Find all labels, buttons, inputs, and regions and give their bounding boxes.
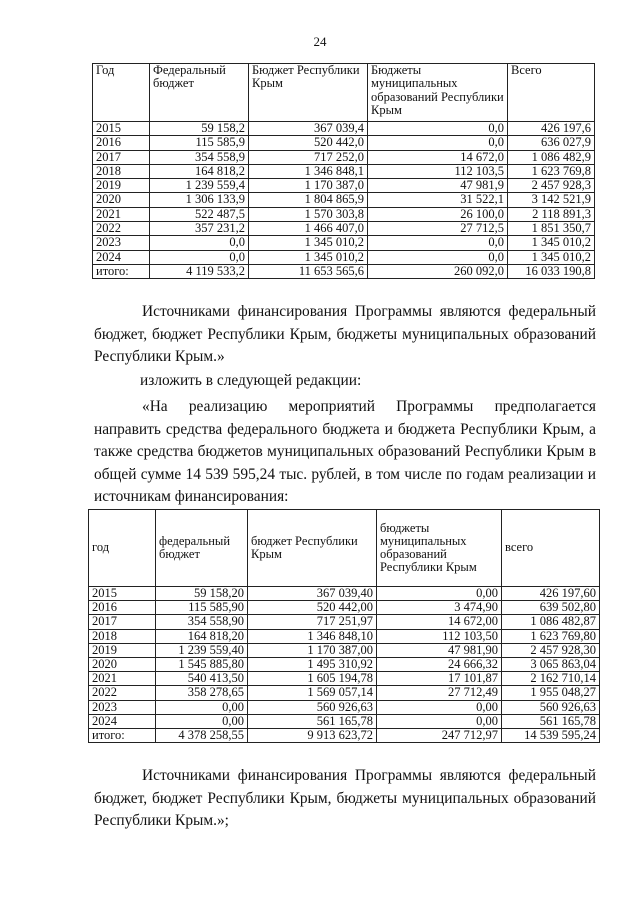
funding-table-new: [88, 509, 600, 743]
value-cell: 11 653 565,6: [249, 264, 368, 278]
value-cell: 0,00: [377, 714, 502, 728]
value-cell: 247 712,97: [377, 729, 502, 743]
value-cell: 31 522,1: [368, 193, 508, 207]
row-label-cell: 2023: [93, 236, 150, 250]
row-label-cell: 2023: [89, 700, 156, 714]
value-cell: 358 278,65: [156, 686, 248, 700]
value-cell: 1 623 769,80: [502, 629, 600, 643]
value-cell: 164 818,20: [156, 629, 248, 643]
value-cell: 560 926,63: [248, 700, 377, 714]
value-cell: 636 027,9: [508, 136, 595, 150]
value-cell: 14 539 595,24: [502, 729, 600, 743]
value-cell: 0,0: [368, 136, 508, 150]
value-cell: 1 345 010,2: [249, 250, 368, 264]
value-cell: 1 804 865,9: [249, 193, 368, 207]
table-row: [93, 236, 595, 250]
value-cell: 112 103,50: [377, 629, 502, 643]
value-cell: 0,0: [150, 236, 249, 250]
row-label-cell: 2022: [93, 222, 150, 236]
value-cell: 3 474,90: [377, 601, 502, 615]
table-row: [93, 179, 595, 193]
value-cell: 354 558,90: [156, 615, 248, 629]
table-row: [93, 250, 595, 264]
value-cell: 2 457 928,30: [502, 643, 600, 657]
col-header-federal: Федеральный бюджет: [150, 64, 249, 122]
value-cell: 0,0: [368, 250, 508, 264]
row-label-cell: 2019: [93, 179, 150, 193]
table-row: [93, 193, 595, 207]
table-row: [89, 658, 600, 672]
col-header-republic: Бюджет Республики Крым: [249, 64, 368, 122]
value-cell: 1 086 482,87: [502, 615, 600, 629]
row-label-cell: 2019: [89, 643, 156, 657]
table-row: [89, 587, 600, 601]
value-cell: 16 033 190,8: [508, 264, 595, 278]
table-row: [89, 686, 600, 700]
table-header-row: [93, 64, 595, 122]
value-cell: 1 605 194,78: [248, 672, 377, 686]
row-label-cell: 2021: [93, 207, 150, 221]
value-cell: 0,00: [377, 587, 502, 601]
table-row: [93, 164, 595, 178]
table-row: [89, 714, 600, 728]
row-label-cell: 2018: [89, 629, 156, 643]
col-header-republic: бюджет Республики Крым: [248, 510, 377, 587]
row-label-cell: 2016: [93, 136, 150, 150]
value-cell: 1 345 010,2: [508, 250, 595, 264]
table-body: [93, 122, 595, 279]
value-cell: 1 623 769,8: [508, 164, 595, 178]
table-row: [93, 136, 595, 150]
paragraph-sources-new: Источниками финансирования Программы являются федеральный бюджет, бюджет Республики Крым, бюджеты муниципальных образований Республики Крым.»;: [94, 767, 596, 829]
value-cell: 717 252,0: [249, 150, 368, 164]
value-cell: 1 569 057,14: [248, 686, 377, 700]
value-cell: 1 170 387,00: [248, 643, 377, 657]
value-cell: 164 818,2: [150, 164, 249, 178]
col-header-federal: федеральный бюджет: [156, 510, 248, 587]
row-label-cell: 2020: [89, 658, 156, 672]
value-cell: 1 170 387,0: [249, 179, 368, 193]
value-cell: 1 545 885,80: [156, 658, 248, 672]
row-label-cell: 2021: [89, 672, 156, 686]
value-cell: 47 981,90: [377, 643, 502, 657]
value-cell: 0,00: [156, 700, 248, 714]
value-cell: 27 712,5: [368, 222, 508, 236]
value-cell: 426 197,60: [502, 587, 600, 601]
value-cell: 1 345 010,2: [249, 236, 368, 250]
value-cell: 520 442,0: [249, 136, 368, 150]
col-header-municipal: бюджеты муниципальных образований Республики Крым: [377, 510, 502, 587]
table-row: [89, 629, 600, 643]
row-label-cell: 2017: [93, 150, 150, 164]
value-cell: 14 672,00: [377, 615, 502, 629]
value-cell: 561 165,78: [502, 714, 600, 728]
value-cell: 17 101,87: [377, 672, 502, 686]
value-cell: 426 197,6: [508, 122, 595, 136]
table-row: [93, 150, 595, 164]
value-cell: 1 345 010,2: [508, 236, 595, 250]
paragraph-funding-new: «На реализацию мероприятий Программы предполагается направить средства федерального бюджета и бюджета Республики Крым, а также средства бюджетов муниципальных образований Республики Крым в общей сумме 14 539 595,24 тыс. рублей, в том числе по годам реализации и источникам финансирования:: [94, 398, 596, 505]
value-cell: 112 103,5: [368, 164, 508, 178]
value-cell: 540 413,50: [156, 672, 248, 686]
table-row: [89, 672, 600, 686]
row-label-cell: 2015: [89, 587, 156, 601]
row-label-cell: 2022: [89, 686, 156, 700]
table-row: [93, 122, 595, 136]
value-cell: 3 142 521,9: [508, 193, 595, 207]
value-cell: 639 502,80: [502, 601, 600, 615]
value-cell: 1 346 848,10: [248, 629, 377, 643]
value-cell: 26 100,0: [368, 207, 508, 221]
row-label-cell: 2018: [93, 164, 150, 178]
value-cell: 1 239 559,4: [150, 179, 249, 193]
col-header-total: Всего: [508, 64, 595, 122]
value-cell: 24 666,32: [377, 658, 502, 672]
col-header-year: Год: [93, 64, 150, 122]
table-header-row: [89, 510, 600, 587]
col-header-total: всего: [502, 510, 600, 587]
table-row: [89, 601, 600, 615]
value-cell: 1 239 559,40: [156, 643, 248, 657]
funding-table-old: [92, 63, 595, 279]
value-cell: 1 955 048,27: [502, 686, 600, 700]
value-cell: 2 457 928,3: [508, 179, 595, 193]
row-label-cell: итого:: [93, 264, 150, 278]
value-cell: 0,0: [150, 250, 249, 264]
value-cell: 367 039,40: [248, 587, 377, 601]
value-cell: 3 065 863,04: [502, 658, 600, 672]
value-cell: 59 158,20: [156, 587, 248, 601]
value-cell: 1 851 350,7: [508, 222, 595, 236]
table-row: [89, 729, 600, 743]
row-label-cell: итого:: [89, 729, 156, 743]
page-number: 24: [313, 34, 327, 49]
value-cell: 0,00: [156, 714, 248, 728]
value-cell: 0,0: [368, 236, 508, 250]
table-row: [93, 207, 595, 221]
row-label-cell: 2017: [89, 615, 156, 629]
col-header-municipal: Бюджеты муниципальных образований Республики Крым: [368, 64, 508, 122]
table-body: [89, 587, 600, 743]
value-cell: 260 092,0: [368, 264, 508, 278]
value-cell: 4 378 258,55: [156, 729, 248, 743]
row-label-cell: 2024: [93, 250, 150, 264]
value-cell: 1 570 303,8: [249, 207, 368, 221]
table-row: [89, 643, 600, 657]
value-cell: 354 558,9: [150, 150, 249, 164]
row-label-cell: 2015: [93, 122, 150, 136]
value-cell: 1 086 482,9: [508, 150, 595, 164]
value-cell: 4 119 533,2: [150, 264, 249, 278]
value-cell: 47 981,9: [368, 179, 508, 193]
table-row: [89, 615, 600, 629]
value-cell: 59 158,2: [150, 122, 249, 136]
value-cell: 0,0: [368, 122, 508, 136]
value-cell: 2 118 891,3: [508, 207, 595, 221]
table-row: [89, 700, 600, 714]
value-cell: 115 585,9: [150, 136, 249, 150]
value-cell: 9 913 623,72: [248, 729, 377, 743]
row-label-cell: 2024: [89, 714, 156, 728]
value-cell: 1 306 133,9: [150, 193, 249, 207]
value-cell: 561 165,78: [248, 714, 377, 728]
value-cell: 357 231,2: [150, 222, 249, 236]
value-cell: 2 162 710,14: [502, 672, 600, 686]
table-row: [93, 264, 595, 278]
row-label-cell: 2016: [89, 601, 156, 615]
value-cell: 0,00: [377, 700, 502, 714]
table-row: [93, 222, 595, 236]
value-cell: 522 487,5: [150, 207, 249, 221]
paragraph-edit-instruction: изложить в следующей редакции:: [140, 372, 362, 389]
paragraph-sources-old: Источниками финансирования Программы являются федеральный бюджет, бюджет Республики Крым, бюджеты муниципальных образований Республики Крым.»: [94, 303, 596, 365]
value-cell: 1 466 407,0: [249, 222, 368, 236]
value-cell: 560 926,63: [502, 700, 600, 714]
value-cell: 27 712,49: [377, 686, 502, 700]
row-label-cell: 2020: [93, 193, 150, 207]
value-cell: 14 672,0: [368, 150, 508, 164]
value-cell: 520 442,00: [248, 601, 377, 615]
value-cell: 367 039,4: [249, 122, 368, 136]
col-header-year: год: [89, 510, 156, 587]
value-cell: 1 346 848,1: [249, 164, 368, 178]
value-cell: 1 495 310,92: [248, 658, 377, 672]
value-cell: 115 585,90: [156, 601, 248, 615]
value-cell: 717 251,97: [248, 615, 377, 629]
